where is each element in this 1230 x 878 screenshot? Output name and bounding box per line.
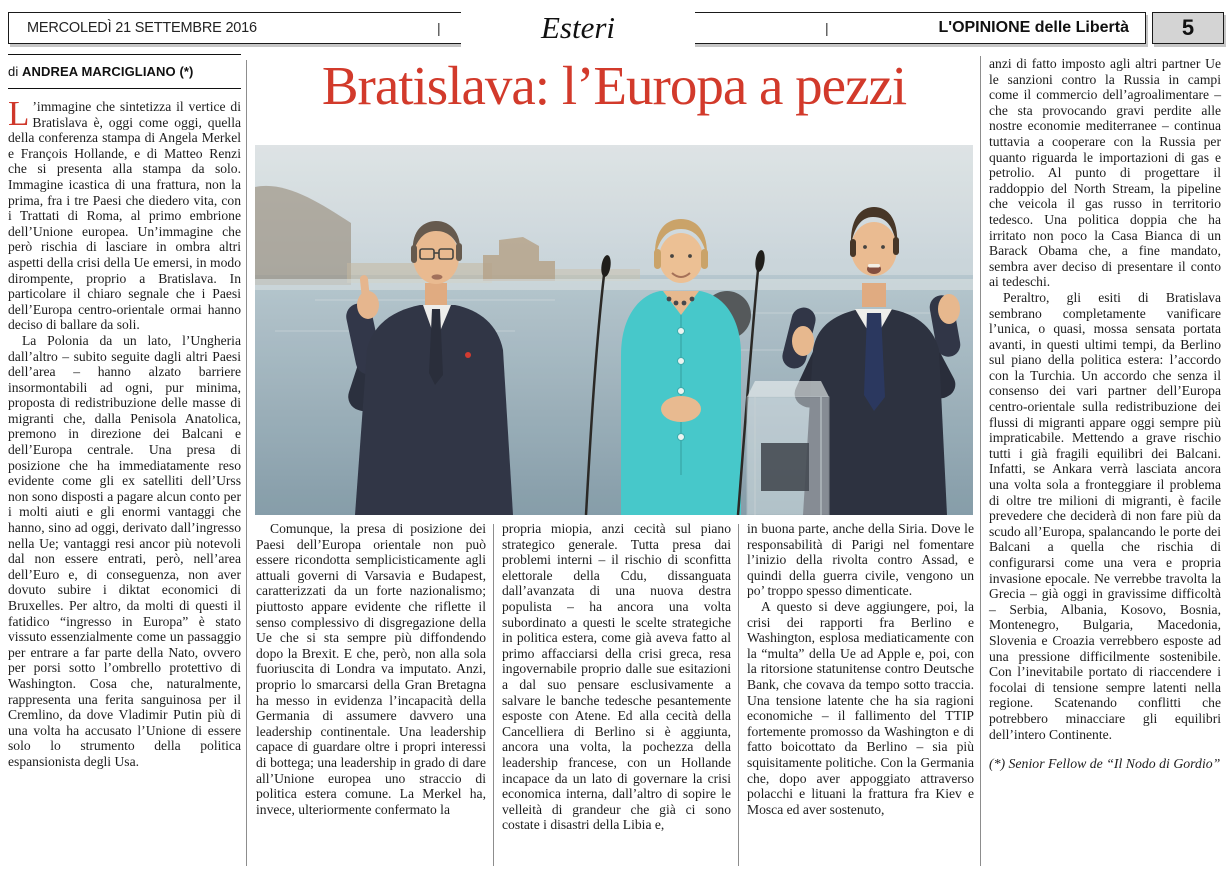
body-paragraph: propria miopia, anzi cecità sul piano strategico generale. Tutta presa dai problemi interni – il rischio di sconfitta elettorale della Cdu, dissanguata dall’avanzata di una nuova destra populista – ha ancora una volta subordinato a questi le scelte strategiche in politica estera, come già aveva fatto al primo affacciarsi della crisi greca, resa ingovernabile proprio dalle sue esitazioni a dal suo pensare esclusivamente a salvare le banche tedesche pesantemente esposte con Atene. Ed alla cecità della Cancelliera di Berlino si è aggiunta, ancora una volta, la pochezza della leadership francese, con un Hollande incapace da un lato di governare la crisi economica interna, dall’altro di sopire le velleità di grandeur che già ci sono costate i disastri della Libia e, bbox=[502, 521, 731, 833]
header-bar bbox=[8, 12, 1146, 44]
header-separator-right: | bbox=[825, 20, 829, 36]
body-column-5 bbox=[989, 56, 1221, 772]
press-conference-photo bbox=[255, 145, 973, 515]
body-paragraph: La Polonia da un lato, l’Ungheria dall’altro – subito seguite dagli altri Paesi dell’area – hanno alzato barriere insormontabili ad ogni, pur minima, proposta di redistribuzione delle masse di migranti che, dalla Penisola Anatolica, premono in direzione dei Balcani e dell’Europa centrale. Una presa di posizione che ha immediatamente reso evidente come gli ex satelliti dell’Urss non sono disposti a pagare alcun conto per i molti aiuti e gli enormi vantaggi che hanno, sino ad oggi, derivato dall’ingresso nella Ue; vantaggi resi ancor più notevoli dal non essere entrati, però, nell’area dell’Euro e, di conseguenza, non aver dovuto subire i diktat economici di Bruxelles. Per altro, da molti di questi il fatidico “ingresso in Europa” è stato vissuto essenzialmente come un passaggio per entrare a far parte della Nato, ovvero per porsi sotto l’ombrello protettivo di Washington. Cosa che, naturalmente, rappresenta una ferita sanguinosa per il Cremlino, da dove Vladimir Putin più di una volta ha accusato l’Unione di essere solo lo strumento della politica espansionista degli Usa. bbox=[8, 332, 241, 769]
article-headline: Bratislava: l’Europa a pezzi bbox=[321, 55, 907, 116]
body-paragraph: in buona parte, anche della Siria. Dove le responsabilità di Parigi nel fomentare l’inizio della rivolta contro Assad, e quindi della guerra civile, vengono un po’ troppo spesso dimenticate. bbox=[747, 521, 974, 599]
column-rule-1 bbox=[246, 60, 247, 866]
body-column-3 bbox=[502, 521, 731, 833]
header-date: MERCOLEDÌ 21 SETTEMBRE 2016 bbox=[27, 20, 257, 36]
body-column-2 bbox=[256, 521, 486, 817]
byline-block bbox=[8, 54, 241, 89]
author-footnote: (*) Senior Fellow de “Il Nodo di Gordio” bbox=[989, 756, 1221, 772]
masthead: L'OPINIONE delle Libertà bbox=[938, 19, 1129, 36]
article-photo bbox=[255, 145, 973, 515]
body-column-1 bbox=[8, 94, 241, 770]
column-rule-2 bbox=[493, 524, 494, 866]
page-number-box bbox=[1152, 12, 1224, 44]
body-paragraph: A questo si deve aggiungere, poi, la crisi dei rapporti fra Berlino e Washington, esplosa mediaticamente con la “multa” della Ue ad Apple e, poi, con la ritorsione statunitense contro Deutsche Bank, che covava da tempo sotto traccia. Una tensione latente che ha sia ragioni economiche – il fallimento del TTIP fortemente promosso da Washington e di fatto boicottato da Berlino – sia più squisitamente politiche. Con la Germania che, dopo aver appoggiato attraverso polacchi e lituani la frattura fra Kiev e Mosca ed aver sostenuto, bbox=[747, 598, 974, 817]
column-rule-3 bbox=[738, 524, 739, 866]
section-title-patch bbox=[461, 4, 695, 52]
body-paragraph: Peraltro, gli esiti di Bratislava sembrano completamente vanificare l’unica, o quasi, mossa sensata portata avanti, in questi ultimi tempi, da Berlino sul piano della politica estera: l’accordo con la Turchia. Un accordo che senza il consenso dei vari partner dell’Europa centro-orientale sulla redistribuzione dei flussi di migranti appare oggi sempre più impraticabile. Mettendo a grave rischio tutti i già fragili equilibri dei Balcani. Infatti, se Ankara verrà lasciata ancora una volta sola a fronteggiare il problema di oltre tre milioni di migranti, è facile prevedere che deciderà di non fare più da scudo all’Europa, spalancando le porte dei Balcani a quella che rischia di configurarsi come una vera e propria invasione epocale. Ne verrebbe travolta la Grecia – già oggi in gravissime difficoltà – Serbia, Albania, Kosovo, Bosnia, Montenegro, Bulgaria, Macedonia, Slovenia e Croazia verrebbero esposte ad una pressione difficilmente sostenibile. Con l’inevitabile portato di riaccendere i focolai di tensione sempre latenti nella regione. Scatenando conflitti che potrebbero minacciare gli equilibri dell’intero Continente. bbox=[989, 289, 1221, 742]
body-paragraph: Comunque, la presa di posizione dei Paesi dell’Europa orientale non può essere ricondotta semplicisticamente agli attuali governi di Varsavia e Budapest, caratterizzati da un forte nazionalismo; piuttosto appare evidente che riflette il senso complessivo di disgregazione della Ue che si sta sempre più diffondendo dopo la Brexit. E che, però, non alla sola fuoriuscita di Londra va imputato. Anzi, proprio lo smarcarsi della Gran Bretagna ha messo in evidenza l’incapacità della Germania di assumere davvero una leadership continentale. Una leadership capace di guardare oltre i propri interessi di bottega; una leadership in grado di dare all’Unione europea uno straccio di politica estera comune. La Merkel ha, invece, ulteriormente confermato la bbox=[256, 521, 486, 817]
column-rule-4 bbox=[980, 56, 981, 866]
byline bbox=[8, 64, 193, 79]
body-paragraph: L ’immagine che sintetizza il vertice di Bratislava è, oggi come oggi, quella della conferenza stampa di Angela Merkel e François Hollande, e di Matteo Renzi che si presenta alla stampa da solo. Immagine icastica di una frattura, non la prima, fra i tre Paesi che diedero vita, con i Trattati di Roma, al primo embrione dell’Unione europea. Un’immagine che però rischia di lasciare in ombra altri aspetti della crisi della Ue emersi, in modo dirompente, proprio a Bratislava. In particolare il chiaro segnale che i Paesi dell’Europa centro-orientale ormai hanno deciso di ballare da soli. bbox=[8, 94, 241, 333]
header-separator-left: | bbox=[437, 20, 441, 36]
warm-light-overlay bbox=[255, 145, 973, 515]
byline-author: ANDREA MARCIGLIANO (*) bbox=[22, 64, 194, 79]
dropcap: L bbox=[8, 94, 30, 133]
page-number: 5 bbox=[1181, 15, 1195, 40]
section-title: Esteri bbox=[540, 10, 616, 45]
byline-prefix: di bbox=[8, 64, 23, 79]
body-column-4 bbox=[747, 521, 974, 817]
body-paragraph: anzi di fatto imposto agli altri partner Ue le sanzioni contro la Russia in campi come il commercio dell’agroalimentare – che sta provocando gravi perdite alle nostre economie mediterranee – continua tuttavia a cooperare con la Russia per quanto riguarda le importazioni di gas e petrolio. Al punto di progettare il raddoppio del North Stream, la pipeline che veicola il gas russo in territorio tedesco. Una politica doppia che ha irritato non poco la Casa Bianca di un Barack Obama che, a fine mandato, sembra aver deciso di presentare il conto ai tedeschi. bbox=[989, 56, 1221, 290]
